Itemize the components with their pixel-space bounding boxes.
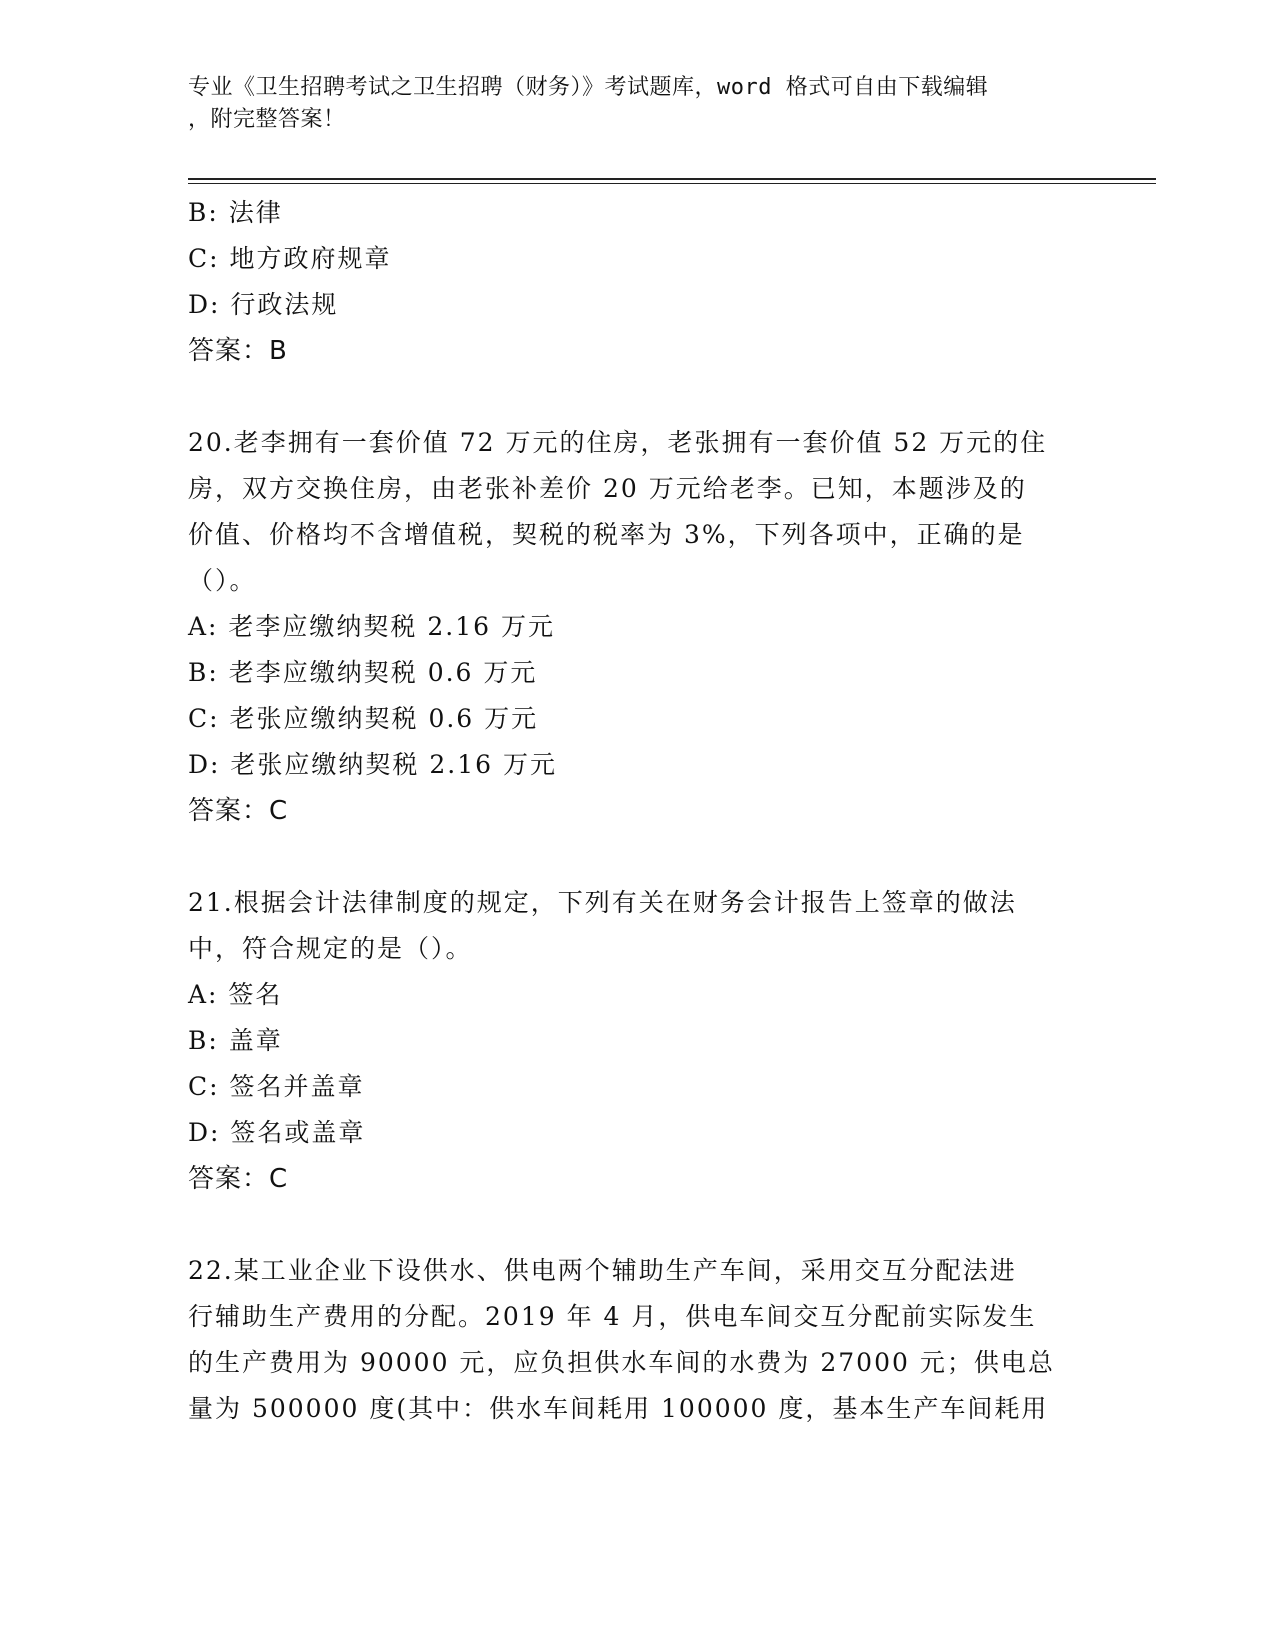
- question-text-line: 价值、价格均不含增值税，契税的税率为 3%，下列各项中，正确的是: [188, 520, 1025, 549]
- question-text-line: 20.老李拥有一套价值 72 万元的住房，老张拥有一套价值 52 万元的住: [188, 428, 1048, 457]
- question-21: [188, 880, 1068, 1202]
- question-text-line: 行辅助生产费用的分配。2019 年 4 月，供电车间交互分配前实际发生: [188, 1302, 1037, 1331]
- question-content: [188, 190, 1068, 1432]
- option-d: D: 签名或盖章: [188, 1118, 366, 1147]
- option-d: D: 行政法规: [188, 290, 339, 319]
- spacer: [188, 1202, 1068, 1248]
- option-b: B: 盖章: [188, 1026, 283, 1055]
- question-text-line: 量为 500000 度(其中：供水车间耗用 100000 度，基本生产车间耗用: [188, 1394, 1049, 1423]
- prev-question: [188, 190, 1068, 374]
- question-text-line: 21.根据会计法律制度的规定，下列有关在财务会计报告上签章的做法: [188, 888, 1017, 917]
- question-22: [188, 1248, 1068, 1432]
- question-text-line: 的生产费用为 90000 元，应负担供水车间的水费为 27000 元；供电总: [188, 1348, 1055, 1377]
- question-text-line: 中，符合规定的是（）。: [188, 934, 473, 963]
- header-rule-thin: [188, 183, 1156, 184]
- answer: 答案：B: [188, 336, 288, 366]
- header-line-2: ，附完整答案！: [188, 107, 346, 132]
- header-rule-thick: [188, 178, 1156, 180]
- option-a: A: 老李应缴纳契税 2.16 万元: [188, 612, 555, 641]
- question-20: [188, 420, 1068, 834]
- option-c: C: 老张应缴纳契税 0.6 万元: [188, 704, 539, 733]
- option-d: D: 老张应缴纳契税 2.16 万元: [188, 750, 557, 779]
- question-text-line: 房，双方交换住房，由老张补差价 20 万元给老李。已知，本题涉及的: [188, 474, 1027, 503]
- option-c: C: 地方政府规章: [188, 244, 392, 273]
- question-text-line: 22.某工业企业下设供水、供电两个辅助生产车间，采用交互分配法进: [188, 1256, 1017, 1285]
- spacer: [188, 374, 1068, 420]
- option-c: C: 签名并盖章: [188, 1072, 365, 1101]
- question-text-line: （）。: [188, 566, 257, 595]
- header-line-1: 专业《卫生招聘考试之卫生招聘（财务）》考试题库，word 格式可自由下载编辑: [188, 75, 989, 100]
- spacer: [188, 834, 1068, 880]
- option-b: B: 老李应缴纳契税 0.6 万元: [188, 658, 538, 687]
- answer: 答案：C: [188, 1164, 289, 1194]
- option-b: B: 法律: [188, 198, 283, 227]
- option-a: A: 签名: [188, 980, 283, 1009]
- document-header: [188, 72, 1068, 136]
- answer: 答案：C: [188, 796, 289, 826]
